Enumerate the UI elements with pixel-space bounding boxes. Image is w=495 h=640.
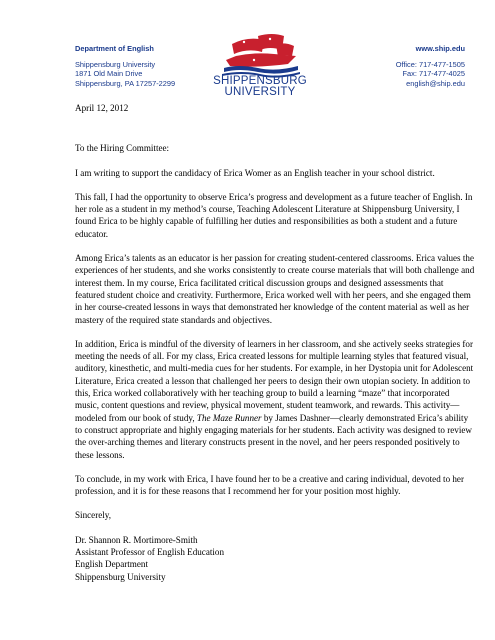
email-link[interactable]: english@ship.edu bbox=[406, 78, 465, 88]
contact-line: Fax: 717-477-4025 bbox=[402, 69, 465, 79]
logo-word: SHIPPENSBURG bbox=[213, 75, 307, 87]
letter-date: April 12, 2012 bbox=[75, 103, 129, 113]
logo-wordmark bbox=[212, 76, 308, 98]
signer-name: Dr. Shannon R. Mortimore-Smith bbox=[75, 534, 198, 545]
address-line: 1871 Old Main Drive bbox=[75, 69, 143, 79]
paragraph-intro: I am writing to support the candidacy of Erica Womer as an English teacher in your school district. bbox=[75, 167, 435, 178]
ship-logo-icon bbox=[218, 30, 302, 78]
website-link[interactable]: www.ship.edu bbox=[415, 44, 465, 53]
salutation: To the Hiring Committee: bbox=[75, 143, 170, 154]
letter-body bbox=[75, 102, 475, 595]
letterhead-right bbox=[396, 44, 465, 88]
paragraph-talents: Among Erica’s talents as an educator is her passion for creating student-centered classrooms. Erica values the experiences of her students, and she works consistently to create course materials that will both challenge and interest them. In my course, Erica facilitated critical discussion groups and designed assessments that featured student choice and creativity. Furthermore, Erica worked well with her peers, and she engaged them in her course-created lessons in ways that demonstrated her knowledge of the content material as well as her mastery of the required state standards and objectives. bbox=[75, 253, 475, 325]
address-line: Shippensburg, PA 17257-2299 bbox=[75, 78, 176, 88]
signer-department: English Department bbox=[75, 559, 148, 570]
paragraph-text: In addition, Erica is mindful of the diversity of learners in her classroom, and she actively seeks strategies for meeting the needs of all. For my class, Erica created lessons for multiple learning styles that featured visual, auditory, kinesthetic, and multi-media cues for her students. For example, in her Dystopia unit for Adolescent Literature, Erica created a lesson that challenged her peers to design their own utopian society. In addition to this, Erica worked collaboratively with her teaching group to build a learning “maze” that incorporated music, content questions and review, physical movement, student teamwork, and rewards. This activity—modeled from our book of study, bbox=[75, 338, 474, 423]
contact-line: Office: 717-477-1505 bbox=[395, 59, 465, 69]
address-line: Shippensburg University bbox=[75, 59, 156, 69]
paragraph-text: by James Dashner—clearly demonstrated Erica’s ability to construct appropriate and highly engaging materials for her students. Each activity was designed to review the over-arching themes and literary constructs present in the novel, and her peers responded positively to these lessons. bbox=[75, 412, 472, 460]
paragraph-observation: This fall, I had the opportunity to observe Erica’s progress and development as a future teacher of English. In her role as a student in my method’s course, Teaching Adolescent Literature at Shippensburg University, I found Erica to be highly capable of fulfilling her duties and responsibilities as both a student and a future educator. bbox=[75, 191, 473, 239]
letterhead-left bbox=[75, 44, 175, 88]
university-logo bbox=[212, 30, 308, 102]
department-name: Department of English bbox=[75, 44, 154, 53]
paragraph-diversity bbox=[75, 338, 475, 461]
logo-word: UNIVERSITY bbox=[224, 86, 296, 98]
paragraph-conclusion: To conclude, in my work with Erica, I have found her to be a creative and caring individual, devoted to her profession, and it is for these reasons that I recommend her for your position most highly. bbox=[75, 473, 464, 497]
signer-title: Assistant Professor of English Education bbox=[75, 547, 225, 558]
closing: Sincerely, bbox=[75, 510, 112, 521]
signature-block bbox=[75, 534, 475, 583]
book-title: The Maze Runner bbox=[196, 412, 262, 423]
signer-institution: Shippensburg University bbox=[75, 571, 166, 582]
